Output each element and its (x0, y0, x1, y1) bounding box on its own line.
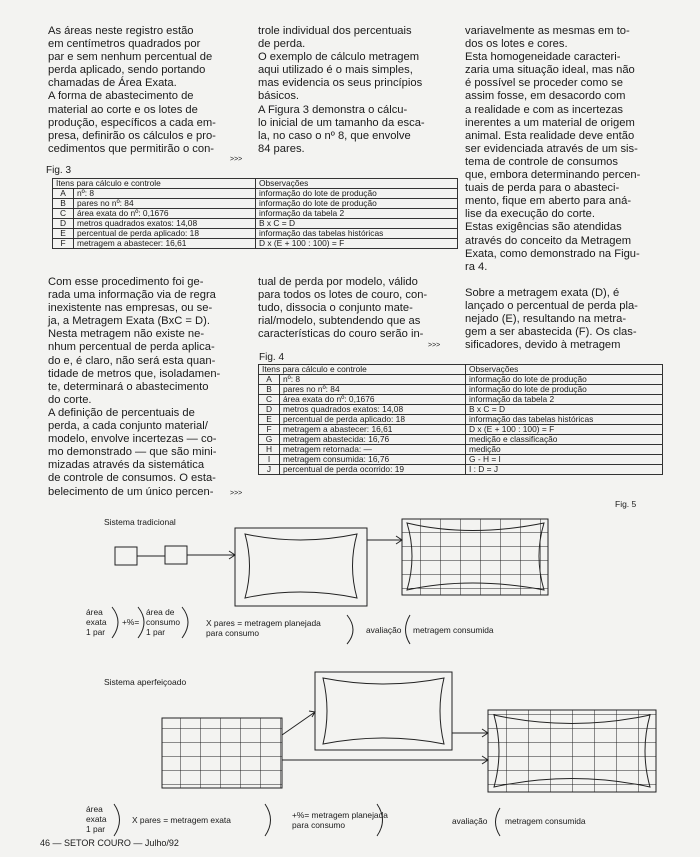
table-cell: percentual de perda ocorrido: 19 (280, 465, 466, 475)
continue-marker: >>> (230, 490, 243, 497)
trad-area-label: área exata 1 par (86, 607, 107, 637)
table-cell: metragem abastecida: 16,76 (280, 435, 466, 445)
aperf-grid-hide (488, 710, 656, 792)
table-cell: informação das tabelas históricas (256, 229, 458, 239)
fig4-label: Fig. 4 (259, 352, 285, 363)
table-cell: B (53, 199, 74, 209)
table-cell: E (53, 229, 74, 239)
table-cell: B x C = D (256, 219, 458, 229)
aperf-area-label: área exata 1 par (86, 804, 107, 834)
table-cell: F (53, 239, 74, 249)
table-cell: informação do lote de produção (466, 385, 663, 395)
table-cell: percentual de perda aplicado: 18 (280, 415, 466, 425)
table-cell: F (259, 425, 280, 435)
table-cell: informação da tabela 2 (466, 395, 663, 405)
text-col1-mid: Com esse procedimento foi ge- rada uma informação via de regra inexistente nas empresas, ou se- ja, a Metragem Exata (BxC = D). Nesta metragem não existe ne- nhum percentual de perda aplica- do e, é claro, não será esta quan- tidade de metros que, isoladamen- te, determinará o abastecimento do corte. A definição de percentuais de perda, a cada conjunto material/ modelo, envolve incertezas — co- mo demonstrado — que são mini- mizadas através da sistemática de controle de consumos. O esta- belecimento de um único percen- (48, 276, 221, 498)
page-footer: 46 — SETOR COURO — Julho/92 (40, 838, 179, 848)
table-cell: D x (E + 100 : 100) = F (466, 425, 663, 435)
aperf-avaliacao-label: avaliação (452, 816, 488, 826)
table-cell: informação do lote de produção (256, 189, 458, 199)
table-cell: área exata do nº: 0,1676 (280, 395, 466, 405)
aperf-brace-1 (114, 804, 120, 836)
aperf-arrow-1 (282, 711, 315, 735)
trad-brace-1 (112, 607, 118, 638)
table-cell: I : D = J (466, 465, 663, 475)
table-cell: nº: 8 (74, 189, 256, 199)
table-cell: G (259, 435, 280, 445)
table-cell: A (259, 375, 280, 385)
fig4-header-items: Itens para cálculo e controle (259, 365, 466, 375)
text-col3-top: variavelmente as mesmas em to- dos os lotes e cores. Esta homogeneidade caracteri- zaria uma situação ideal, mas não é possível se proceder como se assim fosse, em desacordo com a realidade e com as incertezas inerentes a um material de origem animal. Esta realidade deve então ser evidenciada através de um sis- tema de controle de consumos que, embora determinando percen- tuais de perda para o abasteci- mento, fique em aberto para aná- lise da execução do corte. Estas exigências são atendidas através do conceito da Metragem Exata, como demonstrado na Figu- ra 4. Sobre a metragem exata (D), é lançado o percentual de perda pla- nejado (E), resultando na metra- gem a ser abastecida (F). Os clas- sificadores, devido à metragem (465, 25, 641, 352)
fig5-label: Fig. 5 (615, 499, 637, 509)
table-cell: H (259, 445, 280, 455)
trad-consumida-label: metragem consumida (413, 625, 494, 635)
table-cell: D (53, 219, 74, 229)
table-cell: metros quadrados exatos: 14,08 (74, 219, 256, 229)
continue-marker: >>> (428, 342, 441, 349)
table-cell: percentual de perda aplicado: 18 (74, 229, 256, 239)
fig3-label: Fig. 3 (46, 165, 72, 176)
aperf-brace-4 (496, 808, 501, 836)
aperf-pares-label: X pares = metragem exata (132, 815, 231, 825)
table-cell: D x (E + 100 : 100) = F (256, 239, 458, 249)
trad-small-box-1 (115, 547, 137, 565)
trad-plus-label: +%= (122, 617, 140, 627)
aperf-grid-box (162, 718, 282, 788)
text-col1-top: As áreas neste registro estão em centímetros quadrados por par e sem nenhum percentual de perda aplicado, sendo portando chamadas de Área Exata. A forma de abastecimento de material ao corte e os lotes de produção, específicos a cada em- presa, definirão os cálculos e pro- cedimentos que permitirão o con- (48, 25, 216, 155)
table-cell: informação do lote de produção (256, 199, 458, 209)
trad-brace-4 (347, 615, 353, 644)
trad-title: Sistema tradicional (104, 517, 176, 527)
aperf-hide-shape (323, 678, 444, 744)
fig4-header-obs: Observações (466, 365, 663, 375)
table-cell: B (259, 385, 280, 395)
trad-small-box-2 (165, 546, 187, 564)
trad-arrow-2 (367, 536, 402, 544)
table-cell: J (259, 465, 280, 475)
trad-consumo-label: área de consumo 1 par (146, 607, 180, 637)
fig3-header-obs: Observações (256, 179, 458, 189)
table-cell: C (53, 209, 74, 219)
aperf-title: Sistema aperfeiçoado (104, 677, 187, 687)
aperf-planejada-label: +%= metragem planejada para consumo (292, 810, 388, 830)
table-cell: informação das tabelas históricas (466, 415, 663, 425)
table-cell: informação da tabela 2 (256, 209, 458, 219)
table-cell: I (259, 455, 280, 465)
trad-pares-label: X pares = metragem planejada para consumo (206, 618, 321, 638)
table-cell: medição (466, 445, 663, 455)
trad-brace-5 (406, 615, 411, 644)
text-col2-mid: tual de perda por modelo, válido para todos os lotes de couro, con- tudo, dissocia o conjunto mate- rial/modelo, subtendendo que as características do couro serão in- (258, 276, 428, 341)
table-cell: pares no nº: 84 (74, 199, 256, 209)
trad-brace-3 (182, 607, 188, 638)
continue-marker: >>> (230, 156, 243, 163)
table-cell: D (259, 405, 280, 415)
trad-hide-shape (245, 534, 357, 598)
text-col2-top: trole individual dos percentuais de perda. O exemplo de cálculo metragem aqui utilizado é o mais simples, mas evidencia os seus princípios básicos. A Figura 3 demonstra o cálcu- lo inicial de um tamanho da esca- la, no caso o nº 8, que envolve 84 pares. (258, 25, 425, 155)
aperf-arrow-2 (452, 729, 488, 737)
table-cell: A (53, 189, 74, 199)
trad-avaliacao-label: avaliação (366, 625, 402, 635)
aperf-arrow-3 (282, 756, 488, 764)
table-cell: metragem retornada: — (280, 445, 466, 455)
table-cell: C (259, 395, 280, 405)
fig3-header-items: Itens para cálculo e controle (53, 179, 256, 189)
table-cell: metros quadrados exatos: 14,08 (280, 405, 466, 415)
table-cell: área exata do nº: 0,1676 (74, 209, 256, 219)
table-cell: metragem a abastecer: 16,61 (74, 239, 256, 249)
table-cell: medição e classificação (466, 435, 663, 445)
table-cell: metragem a abastecer: 16,61 (280, 425, 466, 435)
table-cell: metragem consumida: 16,76 (280, 455, 466, 465)
aperf-brace-2 (265, 804, 271, 836)
table-cell: B x C = D (466, 405, 663, 415)
trad-arrow-1 (187, 551, 235, 559)
table-cell: G - H = I (466, 455, 663, 465)
aperf-consumida-label: metragem consumida (505, 816, 586, 826)
table-cell: E (259, 415, 280, 425)
table-cell: pares no nº: 84 (280, 385, 466, 395)
table-cell: informação do lote de produção (466, 375, 663, 385)
table-cell: nº: 8 (280, 375, 466, 385)
